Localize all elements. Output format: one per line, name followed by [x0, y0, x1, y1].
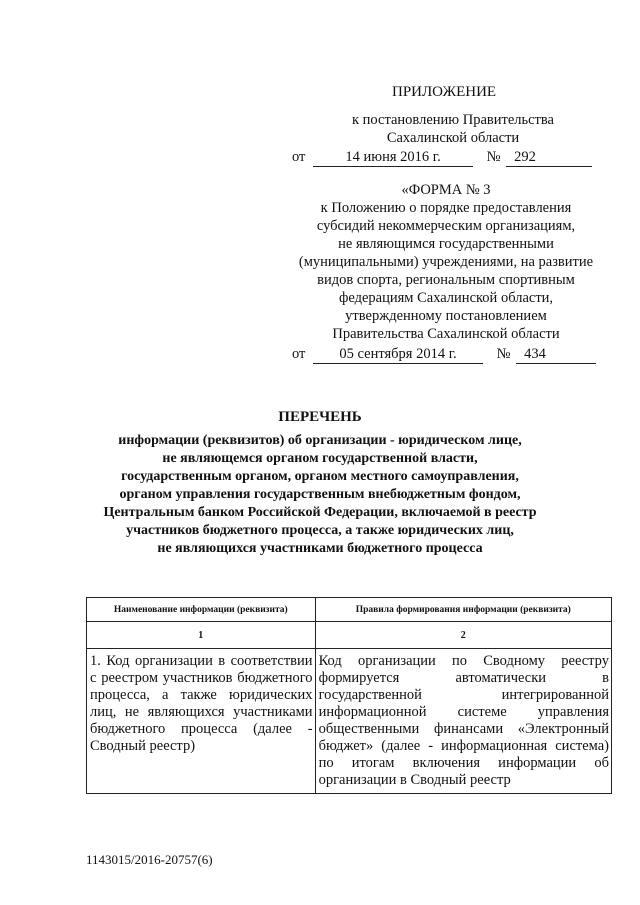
form-line: Правительства Сахалинской области: [332, 326, 560, 342]
form-line: федерациям Сахалинской области,: [338, 290, 554, 306]
subheading-line: участников бюджетного процесса, а также юридических лиц,: [126, 523, 514, 538]
table-cell-rules: Код организации по Сводному реестру формируется автоматически в государственной интегрированной информационной системе управления общественными финансами «Электронный бюджет» (далее - информационная система) по итогам включения информации об организации в Сводный реестр: [315, 649, 611, 794]
subheading-line: государственным органом, органом местного самоуправления,: [121, 469, 519, 484]
info-table: [86, 597, 612, 794]
subheading-line: органом управления государственным внебюджетным фондом,: [119, 487, 521, 502]
form-title: «ФОРМА № 3: [401, 182, 491, 198]
list-subheading: [70, 432, 570, 558]
appendix-region-line: Сахалинской области: [386, 130, 520, 146]
form-line: видов спорта, региональным спортивным: [317, 272, 575, 288]
date-prefix: от: [292, 149, 306, 165]
number-prefix: №: [486, 149, 501, 165]
form-date: 05 сентября 2014 г.: [313, 345, 483, 364]
appendix-decree-line: к постановлению Правительства: [352, 112, 554, 128]
list-heading: ПЕРЕЧЕНЬ: [278, 409, 362, 425]
form-line: утвержденному постановлением: [345, 308, 547, 324]
form-number: 434: [516, 345, 596, 364]
table-header-row: [87, 598, 612, 622]
date-prefix: от: [292, 346, 306, 362]
subheading-line: Центральным банком Российской Федерации, включаемой в реестр: [103, 505, 537, 520]
table-number-row: [87, 622, 612, 649]
appendix-number: 292: [506, 148, 592, 167]
column-header-name: Наименование информации (реквизита): [87, 598, 316, 622]
column-number: 1: [87, 622, 316, 649]
form-line: (муниципальными) учреждениями, на развитие: [298, 254, 594, 270]
subheading-line: не являющемся органом государственной власти,: [162, 451, 478, 466]
column-number: 2: [315, 622, 611, 649]
number-prefix: №: [496, 346, 511, 362]
table-row: [87, 649, 612, 794]
document-id: 1143015/2016-20757(6): [86, 852, 213, 867]
form-line: субсидий некоммерческим организациям,: [316, 218, 576, 234]
subheading-line: не являющихся участниками бюджетного процесса: [157, 541, 483, 556]
subheading-line: информации (реквизитов) об организации - юридическом лице,: [118, 433, 522, 448]
appendix-title: ПРИЛОЖЕНИЕ: [392, 84, 497, 100]
form-line: не являющимся государственными: [338, 236, 554, 252]
appendix-date: 14 июня 2016 г.: [313, 148, 473, 167]
table-cell-name: 1. Код организации в соответствии с реестром участников бюджетного процесса, а также юридических лиц, не являющихся участниками бюджетного процесса (далее - Сводный реестр): [87, 649, 316, 794]
form-block: [296, 181, 596, 343]
appendix-date-row: [292, 148, 592, 167]
form-line: к Положению о порядке предоставления: [320, 200, 572, 216]
form-date-row: [292, 345, 596, 364]
column-header-rules: Правила формирования информации (реквизита): [315, 598, 611, 622]
